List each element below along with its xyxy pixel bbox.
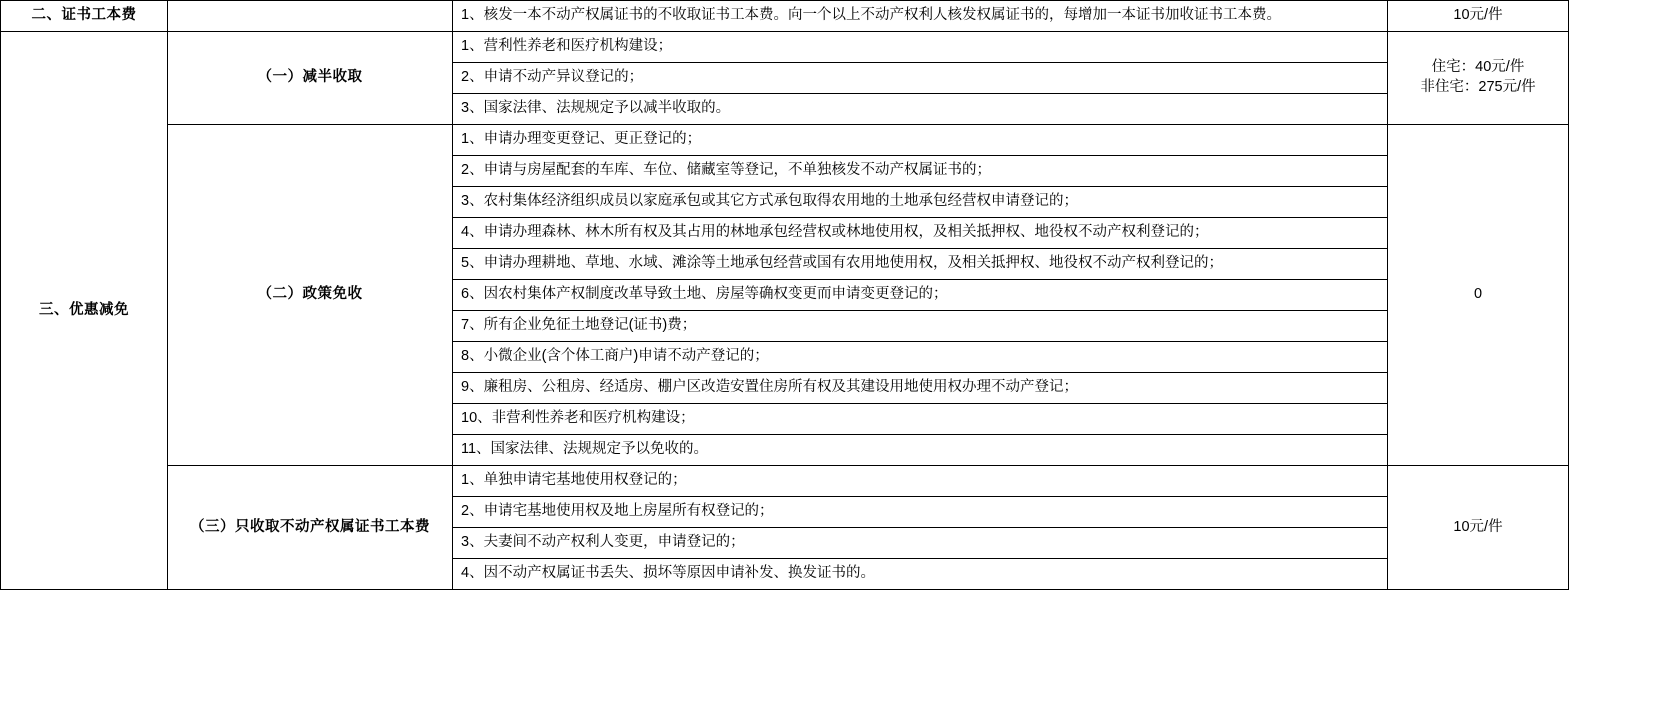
item-cell: 2、申请与房屋配套的车库、车位、储藏室等登记，不单独核发不动产权属证书的； xyxy=(453,156,1388,187)
table-row xyxy=(1,125,1569,156)
item-cell: 1、营利性养老和医疗机构建设； xyxy=(453,32,1388,63)
price-line: 非住宅：275元/件 xyxy=(1420,79,1536,95)
table-row xyxy=(1,1,1569,32)
item-cell: 9、廉租房、公租房、经适房、棚户区改造安置住房所有权及其建设用地使用权办理不动产登记； xyxy=(453,373,1388,404)
subcategory-cell-half-charge: （一）减半收取 xyxy=(168,32,453,125)
item-cell: 4、申请办理森林、林木所有权及其占用的林地承包经营权或林地使用权，及相关抵押权、地役权不动产权利登记的； xyxy=(453,218,1388,249)
category-cell-certificate-fee: 二、证书工本费 xyxy=(1,1,168,32)
item-cell: 1、申请办理变更登记、更正登记的； xyxy=(453,125,1388,156)
item-cell: 4、因不动产权属证书丢失、损坏等原因申请补发、换发证书的。 xyxy=(453,559,1388,590)
price-cell: 10元/件 xyxy=(1388,466,1569,590)
price-cell: 10元/件 xyxy=(1388,1,1569,32)
item-cell: 11、国家法律、法规规定予以免收的。 xyxy=(453,435,1388,466)
item-cell: 2、申请宅基地使用权及地上房屋所有权登记的； xyxy=(453,497,1388,528)
table-body xyxy=(1,1,1569,590)
item-cell: 7、所有企业免征土地登记(证书)费； xyxy=(453,311,1388,342)
price-line: 住宅：40元/件 xyxy=(1431,59,1525,76)
item-cell: 6、因农村集体产权制度改革导致土地、房屋等确权变更而申请变更登记的； xyxy=(453,280,1388,311)
subcategory-cell-certificate-only: （三）只收取不动产权属证书工本费 xyxy=(168,466,453,590)
item-cell: 8、小微企业(含个体工商户)申请不动产登记的； xyxy=(453,342,1388,373)
item-cell: 10、非营利性养老和医疗机构建设； xyxy=(453,404,1388,435)
subcategory-cell-policy-exemption: （二）政策免收 xyxy=(168,125,453,466)
item-cell: 3、农村集体经济组织成员以家庭承包或其它方式承包取得农用地的土地承包经营权申请登记的； xyxy=(453,187,1388,218)
subcategory-cell-empty xyxy=(168,1,453,32)
price-cell xyxy=(1388,32,1569,125)
item-cell: 3、国家法律、法规规定予以减半收取的。 xyxy=(453,94,1388,125)
category-cell-discount-exemption: 三、优惠减免 xyxy=(1,32,168,590)
item-cell: 3、夫妻间不动产权利人变更，申请登记的； xyxy=(453,528,1388,559)
item-cell: 1、单独申请宅基地使用权登记的； xyxy=(453,466,1388,497)
item-cell: 1、核发一本不动产权属证书的不收取证书工本费。向一个以上不动产权利人核发权属证书的，每增加一本证书加收证书工本费。 xyxy=(453,1,1388,32)
table-row xyxy=(1,466,1569,497)
table-row xyxy=(1,32,1569,63)
item-cell: 5、申请办理耕地、草地、水域、滩涂等土地承包经营或国有农用地使用权，及相关抵押权、地役权不动产权利登记的； xyxy=(453,249,1388,280)
price-cell: 0 xyxy=(1388,125,1569,466)
item-cell: 2、申请不动产异议登记的； xyxy=(453,63,1388,94)
